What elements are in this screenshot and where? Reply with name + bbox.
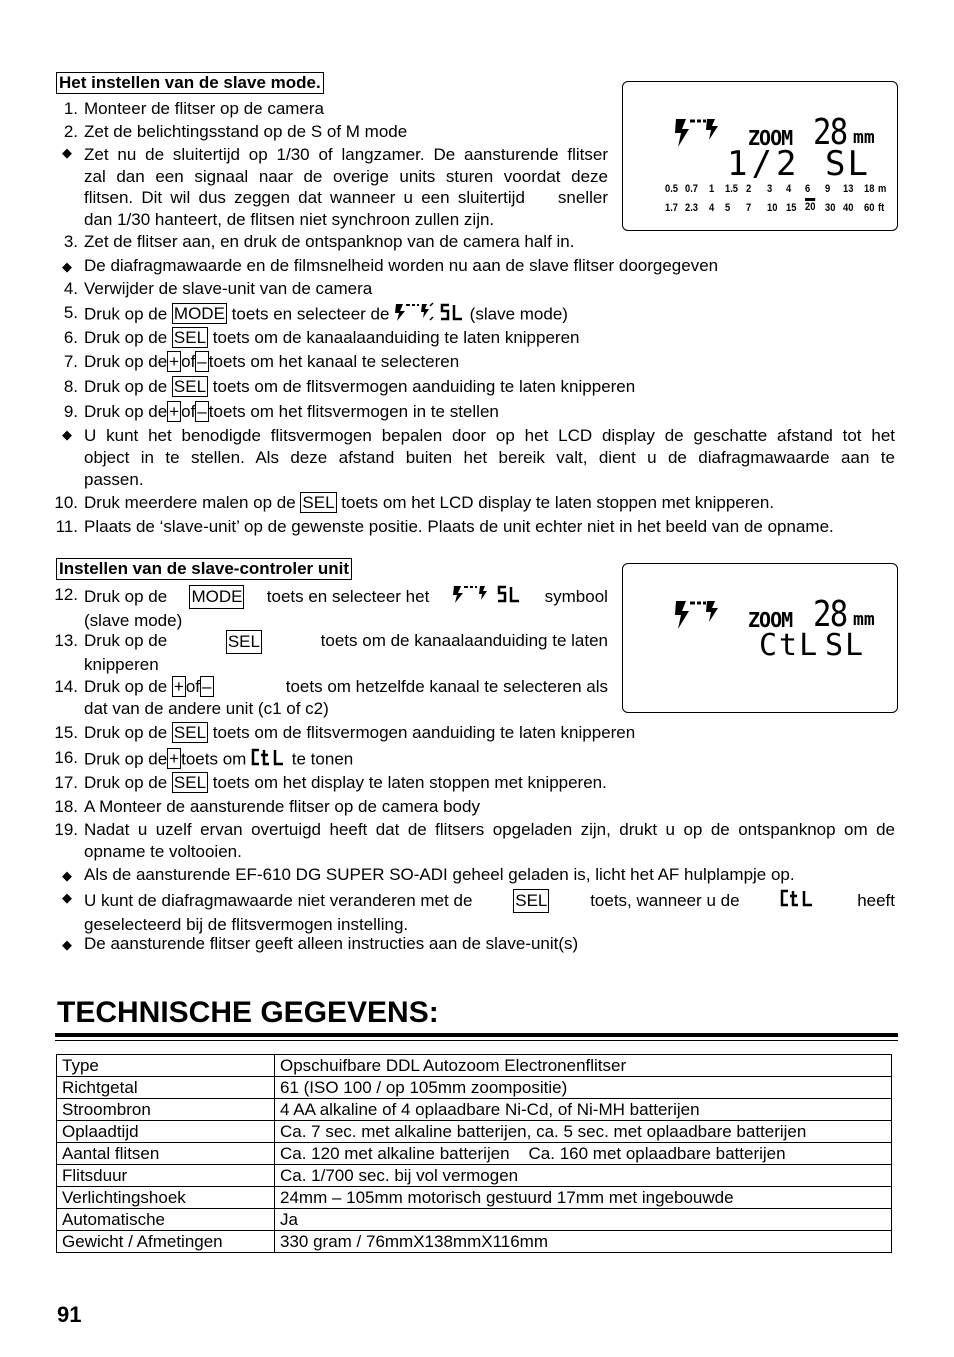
spec-label: Aantal flitsen xyxy=(57,1143,275,1165)
plus-key: + xyxy=(169,749,180,769)
spec-label: Gewicht / Afmetingen xyxy=(57,1231,275,1253)
spec-value: Ca. 7 sec. met alkaline batterijen, ca. 5 sec. met oplaadbare batterijen xyxy=(275,1121,892,1143)
scale-value: 60 xyxy=(864,202,875,214)
minus-key: – xyxy=(197,352,207,371)
spec-value: Ca. 1/700 sec. bij vol vermogen xyxy=(275,1165,892,1187)
spec-value: Ca. 120 met alkaline batterijen Ca. 160 met oplaadbare batterijen xyxy=(275,1143,892,1165)
scale-value: 5 xyxy=(725,202,731,214)
scale-value: 0.7 xyxy=(685,183,699,195)
scale-value: 2 xyxy=(746,183,752,195)
slave-flash-icon xyxy=(673,116,721,155)
ctl-symbol-icon xyxy=(780,888,816,914)
spec-value: Ja xyxy=(275,1209,892,1231)
scale-value: 0.5 xyxy=(665,183,679,195)
sel-key: SEL xyxy=(173,773,207,792)
slave-flash-icon xyxy=(394,302,434,328)
spec-value: 4 AA alkaline of 4 oplaadbare Ni-Cd, of Ni-MH batterijen xyxy=(275,1099,892,1121)
title-rule-thin xyxy=(55,1040,898,1041)
sel-key: SEL xyxy=(513,889,549,913)
spec-value: 24mm – 105mm motorisch gestuurd 17mm met ingebouwde xyxy=(275,1187,892,1209)
spec-value: Opschuifbare DDL Autozoom Electronenflitser xyxy=(275,1055,892,1077)
table-row xyxy=(57,1055,892,1077)
scale-value: 18 xyxy=(864,183,875,195)
plus-key: + xyxy=(169,402,180,421)
spec-label: Richtgetal xyxy=(57,1077,275,1099)
sl-symbol-icon xyxy=(496,584,522,610)
spec-label: Stroombron xyxy=(57,1099,275,1121)
spec-label: Verlichtingshoek xyxy=(57,1187,275,1209)
minus-key: – xyxy=(202,677,212,696)
scale-value: 15 xyxy=(786,202,797,214)
spec-value: 61 (ISO 100 / op 105mm zoompositie) xyxy=(275,1077,892,1099)
scale-value: 9 xyxy=(825,183,831,195)
minus-key: – xyxy=(197,402,207,421)
table-row xyxy=(57,1099,892,1121)
table-row xyxy=(57,1077,892,1099)
scale-value: 20 xyxy=(805,198,815,213)
sel-key: SEL xyxy=(302,493,335,512)
scale-value: m xyxy=(878,183,887,195)
lcd-display-slave: ZOOM 28 mm 1/2 SL 0.5 0.7 1 1.5 2 3 4 6 9 13 18 m 1.7 2.3 4 5 7 10 15 20 30 40 60 ft xyxy=(622,81,898,231)
title-rule xyxy=(55,1033,898,1037)
scale-value: ft xyxy=(878,202,885,214)
mode-key: MODE xyxy=(173,304,225,324)
table-row xyxy=(57,1209,892,1231)
scale-value: 40 xyxy=(843,202,854,214)
page-number: 91 xyxy=(57,1302,82,1327)
spec-label: Oplaadtijd xyxy=(57,1121,275,1143)
spec-label: Flitsduur xyxy=(57,1165,275,1187)
slave-flash-icon xyxy=(452,584,492,610)
scale-value: 1.5 xyxy=(725,183,739,195)
scale-value: 4 xyxy=(709,202,715,214)
spec-label: Type xyxy=(57,1055,275,1077)
spec-label: Automatische xyxy=(57,1209,275,1231)
plus-key: + xyxy=(173,677,184,696)
scale-value: 3 xyxy=(767,183,773,195)
scale-value: 10 xyxy=(767,202,778,214)
scale-value: 6 xyxy=(805,183,811,195)
mode-key: MODE xyxy=(189,585,244,609)
table-row xyxy=(57,1187,892,1209)
slave-flash-icon xyxy=(673,598,721,637)
sel-key: SEL xyxy=(173,328,207,347)
table-row xyxy=(57,1121,892,1143)
sel-key: SEL xyxy=(226,630,262,654)
table-row xyxy=(57,1231,892,1253)
section-heading-slave-mode: Het instellen van de slave mode. xyxy=(56,72,324,94)
ctl-symbol-icon xyxy=(251,747,287,773)
table-row xyxy=(57,1165,892,1187)
table-row xyxy=(57,1143,892,1165)
lcd-display-controller: ZOOM 28 mm CtL SL xyxy=(622,563,898,713)
scale-value: 13 xyxy=(843,183,854,195)
scale-value: 1.7 xyxy=(665,202,679,214)
scale-value: 2.3 xyxy=(685,202,699,214)
sl-symbol-icon xyxy=(439,302,465,328)
scale-value: 30 xyxy=(825,202,836,214)
scale-value: 7 xyxy=(746,202,752,214)
section-heading-slave-controller: Instellen van de slave-controler unit xyxy=(56,558,352,580)
specs-table xyxy=(56,1054,892,1253)
specs-title: TECHNISCHE GEGEVENS: xyxy=(57,996,439,1029)
spec-value: 330 gram / 76mmX138mmX116mm xyxy=(275,1231,892,1253)
scale-value: 4 xyxy=(786,183,792,195)
sel-key: SEL xyxy=(173,723,207,742)
scale-value: 1 xyxy=(709,183,715,195)
plus-key: + xyxy=(169,352,180,371)
sel-key: SEL xyxy=(173,377,207,396)
